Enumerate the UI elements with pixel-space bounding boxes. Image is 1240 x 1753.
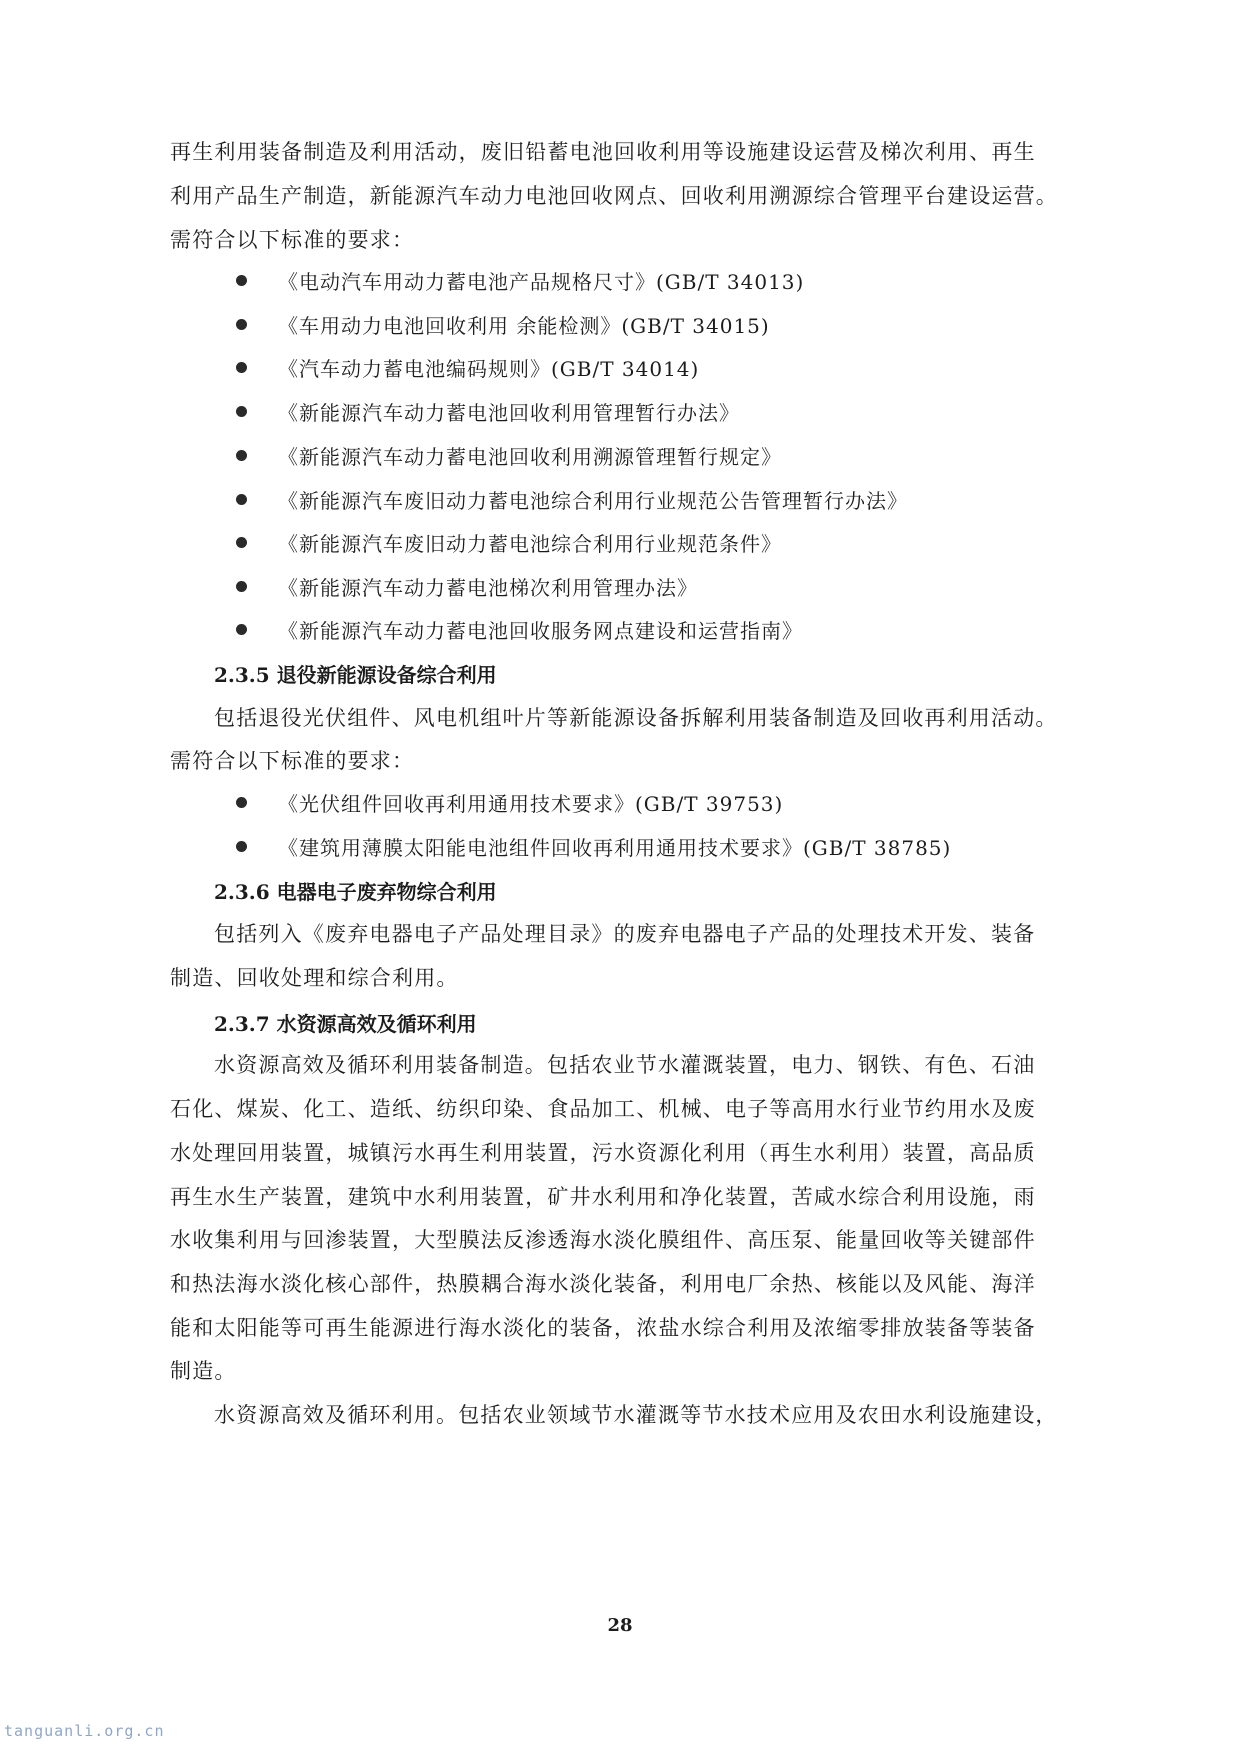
section-line: 水资源高效及循环利用。包括农业领域节水灌溉等节水技术应用及农田水利设施建设， (214, 1403, 1058, 1427)
list-item (0, 441, 1240, 471)
standard-name: 《车用动力电池回收利用 余能检测》(GB/T 34015) (278, 314, 770, 338)
standard-name: 《光伏组件回收再利用通用技术要求》(GB/T 39753) (278, 792, 784, 816)
list-item (0, 788, 1240, 818)
standard-name: 《新能源汽车废旧动力蓄电池综合利用行业规范公告管理暂行办法》 (278, 489, 908, 513)
bullet-icon (236, 841, 247, 852)
list-item (0, 485, 1240, 515)
standard-name: 《建筑用薄膜太阳能电池组件回收再利用通用技术要求》(GB/T 38785) (278, 836, 952, 860)
list-item (0, 528, 1240, 558)
intro-line-2: 利用产品生产制造，新能源汽车动力电池回收网点、回收利用溯源综合管理平台建设运营。 (170, 184, 1058, 208)
section-line: 需符合以下标准的要求： (170, 749, 415, 773)
bullet-icon (236, 362, 247, 373)
standard-name: 《新能源汽车动力蓄电池回收服务网点建设和运营指南》 (278, 619, 803, 643)
list-item (0, 310, 1240, 340)
section-heading: 2.3.6 电器电子废弃物综合利用 (214, 880, 497, 904)
standard-name: 《新能源汽车动力蓄电池回收利用管理暂行办法》 (278, 401, 740, 425)
section-line: 制造。 (170, 1359, 237, 1383)
list-item (0, 266, 1240, 296)
section-line: 能和太阳能等可再生能源进行海水淡化的装备，浓盐水综合利用及浓缩零排放装备等装备 (170, 1316, 1036, 1340)
bullet-icon (236, 494, 247, 505)
section-heading: 2.3.7 水资源高效及循环利用 (214, 1012, 477, 1036)
section-line: 和热法海水淡化核心部件，热膜耦合海水淡化装备，利用电厂余热、核能以及风能、海洋 (170, 1272, 1036, 1296)
bullet-icon (236, 319, 247, 330)
bullet-icon (236, 624, 247, 635)
intro-line-1: 再生利用装备制造及利用活动，废旧铅蓄电池回收利用等设施建设运营及梯次利用、再生 (170, 140, 1036, 164)
list-item (0, 832, 1240, 862)
bullet-icon (236, 581, 247, 592)
section-line: 再生水生产装置，建筑中水利用装置，矿井水利用和净化装置，苦咸水综合利用设施，雨 (170, 1185, 1036, 1209)
section-line: 水资源高效及循环利用装备制造。包括农业节水灌溉装置，电力、钢铁、有色、石油 (214, 1053, 1036, 1077)
intro-line-3: 需符合以下标准的要求： (170, 228, 415, 252)
list-item (0, 353, 1240, 383)
section-line: 包括退役光伏组件、风电机组叶片等新能源设备拆解利用装备制造及回收再利用活动。 (214, 706, 1058, 730)
bullet-icon (236, 797, 247, 808)
standard-name: 《电动汽车用动力蓄电池产品规格尺寸》(GB/T 34013) (278, 270, 805, 294)
section-line: 石化、煤炭、化工、造纸、纺织印染、食品加工、机械、电子等高用水行业节约用水及废 (170, 1097, 1036, 1121)
bullet-icon (236, 275, 247, 286)
standard-name: 《新能源汽车动力蓄电池回收利用溯源管理暂行规定》 (278, 445, 782, 469)
section-line: 制造、回收处理和综合利用。 (170, 966, 459, 990)
list-item (0, 615, 1240, 645)
standard-name: 《汽车动力蓄电池编码规则》(GB/T 34014) (278, 357, 700, 381)
bullet-icon (236, 406, 247, 417)
standard-name: 《新能源汽车废旧动力蓄电池综合利用行业规范条件》 (278, 532, 782, 556)
section-heading: 2.3.5 退役新能源设备综合利用 (214, 663, 497, 687)
section-line: 水处理回用装置，城镇污水再生利用装置，污水资源化利用（再生水利用）装置，高品质 (170, 1141, 1036, 1165)
bullet-icon (236, 537, 247, 548)
standard-name: 《新能源汽车动力蓄电池梯次利用管理办法》 (278, 576, 698, 600)
list-item (0, 572, 1240, 602)
list-item (0, 397, 1240, 427)
watermark: tanguanli.org.cn (4, 1722, 165, 1740)
section-line: 水收集利用与回渗装置，大型膜法反渗透海水淡化膜组件、高压泵、能量回收等关键部件 (170, 1228, 1036, 1252)
bullet-icon (236, 450, 247, 461)
section-line: 包括列入《废弃电器电子产品处理目录》的废弃电器电子产品的处理技术开发、装备 (214, 922, 1036, 946)
page-number: 28 (607, 1615, 633, 1636)
